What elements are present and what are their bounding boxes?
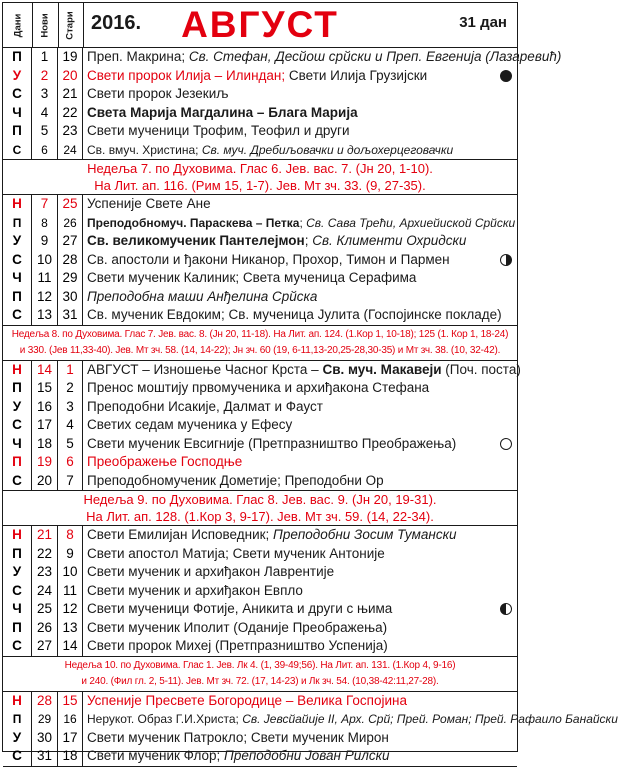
old-date-cell: 5 [58,435,83,454]
saint-text [87,729,513,748]
new-date-cell: 2 [32,67,58,86]
text-segment: Успеније Свете Ане [87,196,211,211]
old-date-cell: 7 [58,472,83,491]
day-row [3,251,517,270]
old-date-cell: 28 [58,251,83,270]
weekday-cell: П [3,710,32,729]
old-date-cell: 23 [58,122,83,141]
text-segment: Света Марија Магдалина – Блага Марија [87,104,358,120]
new-date-cell: 24 [32,582,58,601]
saint-text [87,251,513,270]
saint-text [87,416,513,435]
saint-text [87,361,521,380]
text-segment: Свети мученик Евсигније (Претпразништво Преображења) [87,435,457,451]
weekday-cell: П [3,214,32,233]
weekday-cell: У [3,729,32,748]
saint-text [87,67,513,86]
new-date-cell: 5 [32,122,58,141]
moon-phase-icon [500,254,512,266]
day-row [3,398,517,417]
saint-text [87,472,513,491]
text-segment: Свети Илија Грузијски [288,67,428,83]
weekday-cell: П [3,122,32,141]
day-row [3,637,517,656]
weeks-container [3,48,618,767]
text-segment: Св. апостоли и ђакони Никанор, Прохор, Тимон и Пармен [87,251,450,267]
saint-text [87,379,513,398]
reading-line: На Лит. ап. 128. (1.Кор 3, 9-17). Јев. Мт зч. 59. (14, 22-34). [86,508,434,524]
new-date-cell: 27 [32,637,58,656]
saint-text [87,747,513,766]
weekday-cell: У [3,563,32,582]
saint-text [87,122,513,141]
year-label: 2016. [91,12,142,34]
day-row [3,545,517,564]
text-segment: ; [304,233,313,248]
text-segment: Преподобна маши Анђелина Срйска [87,288,318,304]
weekday-cell: Ч [3,104,32,123]
reading-line: Недеља 7. по Духовима. Глас 6. Јев. вас. 7. (Јн 20, 1-10). [87,161,433,176]
new-date-cell: 28 [32,692,58,711]
new-date-cell: 23 [32,563,58,582]
saint-text [87,232,513,251]
weekday-cell: С [3,747,32,766]
saint-text [87,435,513,454]
text-segment: Свети пророк Језекиљ [87,86,229,101]
saint-text [87,563,513,582]
text-segment: Преподобни Исакије, Далмат и Фауст [87,398,323,414]
old-date-cell: 24 [58,141,83,160]
saint-text [87,48,562,67]
old-date-cell: 31 [58,306,83,325]
text-segment: Пренос моштију првомученика и архиђакона Стефана [87,380,430,395]
new-date-cell: 20 [32,472,58,491]
new-date-cell: 6 [32,141,58,160]
weekday-cell: С [3,582,32,601]
calendar-page [2,2,618,763]
calendar-header [3,3,517,48]
old-date-cell: 26 [58,214,83,233]
days-count: 31 дан [459,14,507,31]
new-date-cell: 29 [32,710,58,729]
text-segment: Свети мученици Фотије, Аникита и други с њима [87,601,393,616]
reading-line: и 330. (Јев 11,33-40). Јев. Мт зч. 58. (14, 14-22); Јн зч. 60 (19, 6-11,13-20,25-28,30-35) и Мт зч. 38. (10, 32-42). [19,344,501,356]
new-date-cell: 31 [32,747,58,766]
new-date-cell: 14 [32,361,58,380]
text-segment: Свети мученик Иполит (Оданије Преображења) [87,619,388,635]
old-date-cell: 8 [58,526,83,545]
day-row [3,232,517,251]
day-row [3,361,521,380]
old-date-cell: 16 [58,710,83,729]
text-segment: Преподобномученик Дометије; Преподобни Ор [87,472,384,488]
new-date-cell: 18 [32,435,58,454]
saint-text [87,619,513,638]
day-row [3,122,517,141]
day-row [3,214,517,233]
new-date-cell: 15 [32,379,58,398]
reading-line: и 240. (Фил гл. 2, 5-11). Јев. Мт зч. 72. (17, 14-23) и Лк зч. 54. (10,38-42:11,27-28). [81,675,439,687]
moon-phase-icon [500,70,512,82]
week-block [3,526,517,657]
saint-text [87,104,513,123]
day-row [3,619,517,638]
old-date-cell: 9 [58,545,83,564]
old-date-cell: 15 [58,692,83,711]
new-date-cell: 25 [32,600,58,619]
day-row [3,563,517,582]
weekday-cell: П [3,545,32,564]
sunday-readings [3,160,517,195]
weekday-cell: У [3,398,32,417]
day-row [3,729,517,748]
weekday-cell: С [3,472,32,491]
day-row [3,435,517,454]
text-segment: Преподобни Јован Рилски [224,748,390,763]
weekday-cell: Ч [3,435,32,454]
weekday-cell: П [3,379,32,398]
day-row [3,453,517,472]
text-segment: Преподобни Зосим Тумански [273,527,457,542]
new-date-cell: 19 [32,453,58,472]
sunday-readings [3,491,517,526]
weekday-cell: Н [3,361,32,380]
text-segment: Св. Сава Трећи, Архиейиской Срйски [306,215,516,230]
weekday-cell: П [3,453,32,472]
weekday-cell: С [3,141,32,160]
new-date-cell: 3 [32,85,58,104]
saint-text [87,214,516,233]
text-segment: Преподобномуч. Параскева – Петка [87,215,300,230]
day-row [3,526,517,545]
new-date-cell: 30 [32,729,58,748]
text-segment: Свети мученик Калиник; Света мученица Серафима [87,270,417,285]
text-segment: (Поч. поста) [441,361,521,377]
day-row [3,582,517,601]
text-segment: Свети пророк Михеј (Претпразништво Успенија) [87,638,388,653]
weekday-cell: С [3,637,32,656]
old-date-cell: 2 [58,379,83,398]
day-row [3,141,517,160]
new-date-cell: 13 [32,306,58,325]
saint-text [87,453,513,472]
saint-text [87,600,513,619]
new-date-cell: 12 [32,288,58,307]
moon-phase-icon [500,438,512,450]
weekday-cell: Ч [3,269,32,288]
text-segment: Св. муч. Макавеји [322,361,442,377]
weekday-cell: У [3,67,32,86]
old-date-cell: 17 [58,729,83,748]
new-date-cell: 1 [32,48,58,67]
day-row [3,67,517,86]
column-header-old: Стари [58,3,84,47]
text-segment: Свети мученик и архиђакон Евпло [87,582,303,598]
reading-line: На Лит. ап. 116. (Рим 15, 1-7). Јев. Мт зч. 33. (9, 27-35). [94,177,426,193]
old-date-cell: 11 [58,582,83,601]
reading-line: Недеља 8. по Духовима. Глас 7. Јев. вас. 8. (Јн 20, 11-18). На Лит. ап. 124. (1.Кор 1, 10-18); 125 (1. Кор 1, 18-24) [11,328,509,340]
weekday-cell: С [3,85,32,104]
moon-phase-icon [500,603,512,615]
text-segment: Св. Клименти Охридски [312,233,467,248]
text-segment: Свети апостол Матија; Свети мученик Антоније [87,545,385,561]
saint-text [87,545,513,564]
text-segment: Свети Емилијан Исповедник; [87,527,274,542]
day-row [3,710,618,729]
old-date-cell: 27 [58,232,83,251]
new-date-cell: 22 [32,545,58,564]
day-row [3,600,517,619]
new-date-cell: 9 [32,232,58,251]
week-block [3,692,618,767]
day-row [3,269,517,288]
new-date-cell: 10 [32,251,58,270]
old-date-cell: 6 [58,453,83,472]
new-date-cell: 7 [32,195,58,214]
day-row [3,195,517,214]
text-segment: Успеније Пресвете Богородице – Велика Госпојина [87,692,408,708]
column-header-day: Дани [3,3,33,47]
day-row [3,747,517,766]
old-date-cell: 10 [58,563,83,582]
old-date-cell: 1 [58,361,83,380]
text-segment: Свети пророк Илија – Илиндан; [87,67,289,83]
weekday-cell: У [3,232,32,251]
text-segment: Свети мученици Трофим, Теофил и други [87,123,350,138]
new-date-cell: 8 [32,214,58,233]
old-date-cell: 19 [58,48,83,67]
saint-text [87,637,513,656]
column-header-new: Нови [32,3,59,47]
text-segment: Св. Јевсйайије II, Арх. Срй; Прей. Роман; Прей. Рафаило Банайски [242,712,618,726]
text-segment: Св. вмуч. Христина; [87,142,202,157]
saint-text [87,306,513,325]
old-date-cell: 3 [58,398,83,417]
weekday-cell: Н [3,692,32,711]
saint-text [87,141,513,160]
week-block [3,361,521,492]
week-block [3,195,517,326]
day-row [3,48,562,67]
old-date-cell: 22 [58,104,83,123]
new-date-cell: 4 [32,104,58,123]
text-segment: Нерукот. Образ Г.И.Христа; [87,712,243,726]
text-segment: Св. Стефан, Десйош срйски и Преп. Евгенија (Лазаревић) [188,49,562,64]
day-row [3,104,517,123]
weekday-cell: С [3,251,32,270]
day-row [3,472,517,491]
new-date-cell: 16 [32,398,58,417]
new-date-cell: 17 [32,416,58,435]
text-segment: Преображење Господње [87,454,243,469]
text-segment: Светих седам мученика у Ефесу [87,417,293,432]
text-segment: Свети мученик Флор; [87,748,225,763]
old-date-cell: 18 [58,747,83,766]
old-date-cell: 30 [58,288,83,307]
reading-line: Недеља 9. по Духовима. Глас 8. Јев. вас. 9. (Јн 20, 19-31). [83,492,437,507]
week-block [3,48,562,160]
text-segment: Преп. Макрина; [87,49,189,64]
old-date-cell: 12 [58,600,83,619]
old-date-cell: 14 [58,637,83,656]
weekday-cell: П [3,48,32,67]
weekday-cell: С [3,306,32,325]
sunday-readings [3,326,517,361]
weekday-cell: Н [3,526,32,545]
weekday-cell: Н [3,195,32,214]
weekday-cell: Ч [3,600,32,619]
saint-text [87,526,513,545]
day-row [3,85,517,104]
text-segment: АВГУСТ – Изношење Часног Крста – [87,361,323,377]
new-date-cell: 21 [32,526,58,545]
new-date-cell: 11 [32,269,58,288]
day-row [3,306,517,325]
old-date-cell: 29 [58,269,83,288]
old-date-cell: 13 [58,619,83,638]
day-row [3,379,517,398]
text-segment: Свети мученик Патрокло; Свети мученик Мирон [87,729,389,745]
day-row [3,416,517,435]
saint-text [87,692,513,711]
reading-line: Недеља 10. по Духовима. Глас 1. Јев. Лк 4. (1, 39-49;56). На Лит. ап. 131. (1.Кор 4, 9-16) [64,659,456,671]
weekday-cell: С [3,416,32,435]
weekday-cell: П [3,288,32,307]
text-segment: Св. великомученик Пантелејмон [87,233,305,248]
saint-text [87,195,513,214]
text-segment: ; [299,215,307,230]
text-segment: Свети мученик и архиђакон Лаврентије [87,564,335,579]
old-date-cell: 25 [58,195,83,214]
sunday-readings [3,657,517,692]
saint-text [87,85,513,104]
old-date-cell: 21 [58,85,83,104]
day-row [3,692,517,711]
saint-text [87,398,513,417]
weekday-cell: П [3,619,32,638]
text-segment: Св. муч. Дребиљовачки и дољохерцеговачки [201,142,454,157]
old-date-cell: 4 [58,416,83,435]
text-segment: Св. мученик Евдоким; Св. мученица Јулита (Госпојинске покладе) [87,307,502,322]
new-date-cell: 26 [32,619,58,638]
saint-text [87,582,513,601]
month-title: АВГУСТ [181,4,339,45]
saint-text [87,288,513,307]
saint-text [87,710,618,729]
day-row [3,288,517,307]
saint-text [87,269,513,288]
old-date-cell: 20 [58,67,83,86]
